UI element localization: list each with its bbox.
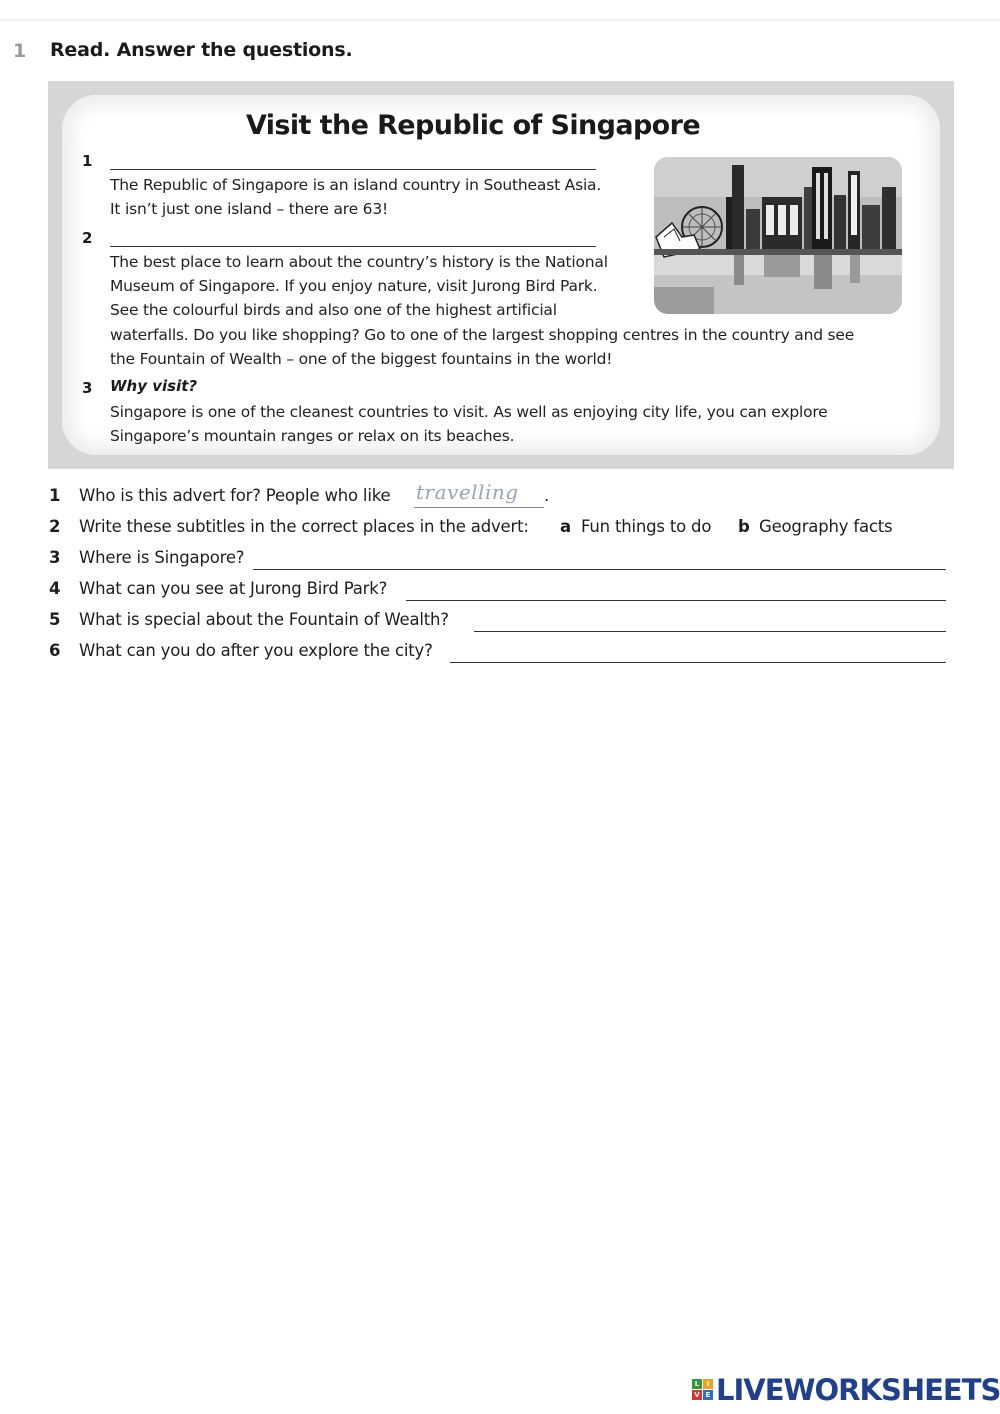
question-number: 5 [49, 610, 61, 629]
section-number: 2 [82, 229, 93, 247]
subtitle-blank-2[interactable] [110, 246, 596, 247]
question-number: 2 [49, 517, 61, 536]
liveworksheets-icon [692, 1379, 714, 1401]
answer-line-6[interactable] [450, 662, 946, 663]
answer-line-4[interactable] [406, 600, 946, 601]
option-letter: b [738, 517, 750, 536]
section-1-line: It isn’t just one island – there are 63! [110, 200, 389, 218]
question-6 [0, 641, 1000, 667]
section-number: 1 [82, 152, 93, 170]
logo-letter: V [692, 1390, 702, 1400]
section-2-line: Museum of Singapore. If you enjoy nature, visit Jurong Bird Park. [110, 277, 598, 295]
logo-letter: E [703, 1390, 713, 1400]
question-number: 4 [49, 579, 61, 598]
question-4 [0, 579, 1000, 605]
option-letter: a [560, 517, 571, 536]
singapore-skyline-image [654, 157, 902, 314]
subtitle-blank-1[interactable] [110, 169, 596, 170]
question-text: Who is this advert for? People who like [79, 486, 391, 505]
section-1-line: The Republic of Singapore is an island country in Southeast Asia. [110, 176, 602, 194]
page-top-divider [0, 19, 1000, 21]
question-text: What can you do after you explore the city? [79, 641, 433, 660]
question-number: 6 [49, 641, 61, 660]
question-3 [0, 548, 1000, 574]
liveworksheets-logo [692, 1373, 1000, 1409]
answer-line-3[interactable] [253, 569, 946, 570]
logo-letter: I [703, 1379, 713, 1389]
section-2-line: See the colourful birds and also one of the highest artificial [110, 301, 557, 319]
question-text: What can you see at Jurong Bird Park? [79, 579, 388, 598]
logo-letter: L [692, 1379, 702, 1389]
answer-example: travelling [416, 480, 519, 504]
section-3-subtitle: Why visit? [110, 377, 198, 395]
answer-line [414, 507, 544, 508]
question-text: What is special about the Fountain of Wealth? [79, 610, 449, 629]
question-2 [0, 517, 1000, 543]
section-3-line: Singapore is one of the cleanest countries to visit. As well as enjoying city life, you can explore [110, 403, 828, 421]
question-5 [0, 610, 1000, 636]
question-text: Where is Singapore? [79, 548, 245, 567]
section-number: 3 [82, 379, 93, 397]
section-2-line: waterfalls. Do you like shopping? Go to one of the largest shopping centres in the country and see [110, 326, 855, 344]
question-number: 3 [49, 548, 61, 567]
option-label: Geography facts [759, 517, 893, 536]
exercise-number: 1 [13, 40, 27, 62]
advert-title: Visit the Republic of Singapore [245, 110, 701, 141]
exercise-instruction: Read. Answer the questions. [50, 39, 353, 61]
option-label: Fun things to do [581, 517, 712, 536]
logo-text: LIVEWORKSHEETS [716, 1373, 1000, 1407]
question-suffix: . [544, 486, 550, 505]
section-2-line: The best place to learn about the country’s history is the National [110, 253, 608, 271]
answer-line-5[interactable] [474, 631, 946, 632]
question-text: Write these subtitles in the correct places in the advert: [79, 517, 529, 536]
section-2-line: the Fountain of Wealth – one of the biggest fountains in the world! [110, 350, 613, 368]
question-number: 1 [49, 486, 61, 505]
section-3-line: Singapore’s mountain ranges or relax on its beaches. [110, 427, 515, 445]
